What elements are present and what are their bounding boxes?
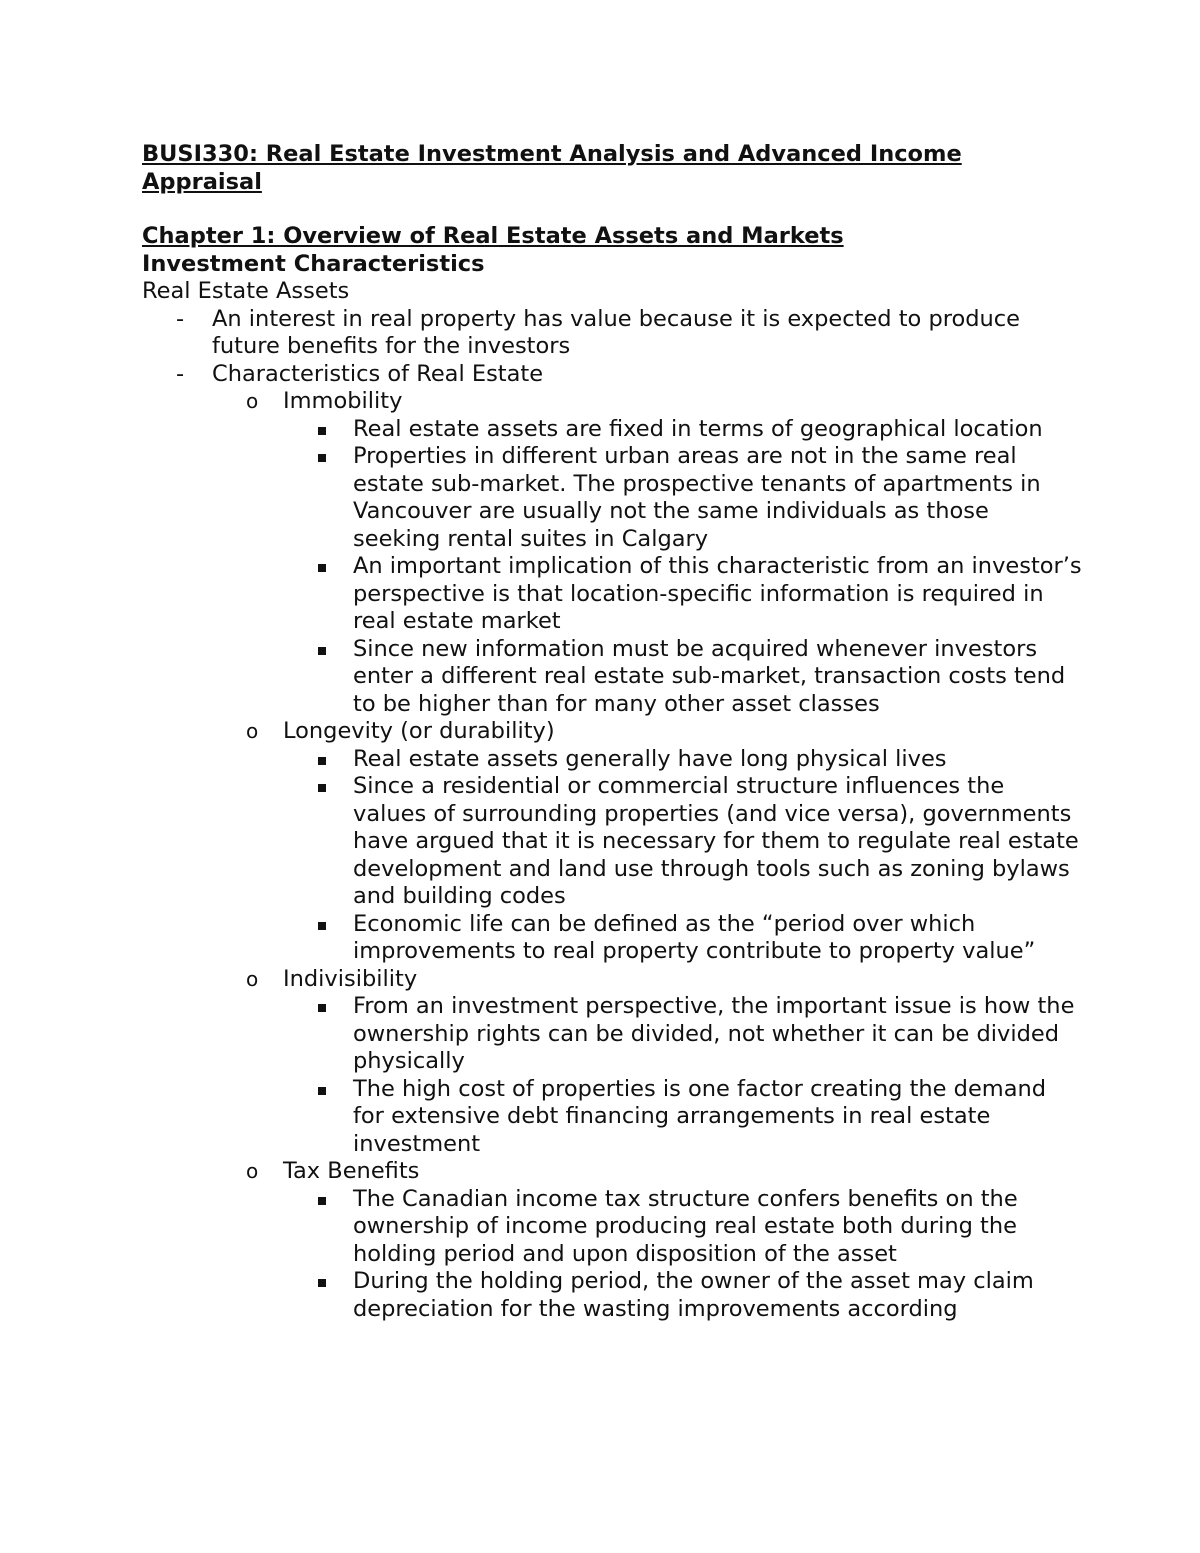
point-item (142, 553, 1082, 636)
characteristic-name: Immobility (283, 388, 403, 414)
bullet-list (142, 306, 1082, 1324)
section-title: Investment Characteristics (142, 250, 485, 277)
circle-bullet: o (246, 966, 259, 991)
points-list (142, 746, 1082, 966)
point-item (142, 993, 1082, 1076)
circle-bullet: o (246, 1159, 259, 1183)
characteristic-item (142, 388, 1082, 718)
topic-heading: Real Estate Assets (142, 278, 350, 304)
square-bullet-icon (318, 454, 326, 462)
point-item (142, 911, 1082, 966)
square-bullet-icon (318, 1087, 326, 1095)
course-title (142, 141, 1082, 196)
point-item (142, 746, 1082, 774)
point-item (142, 443, 1082, 553)
blank-line (142, 196, 1082, 223)
point-text: An important implication of this characteristic from an investor’s perspective is that location-specific information is required in real estate market (353, 553, 1082, 634)
square-bullet-icon (318, 1197, 326, 1205)
point-item (142, 416, 1082, 444)
point-text: Economic life can be defined as the “period over which improvements to real property contribute to property value” (353, 910, 1036, 964)
square-bullet-icon (318, 647, 326, 655)
characteristic-item (142, 1158, 1082, 1323)
point-text: Since a residential or commercial structure influences the values of surrounding properties (and vice versa), governments have argued that it is necessary for them to regulate real estate development and land use through tools such as zoning bylaws and building codes (353, 773, 1079, 909)
list-item (142, 361, 1082, 1324)
dash-bullet: - (176, 305, 185, 332)
point-text: Since new information must be acquired whenever investors enter a different real estate sub-market, transaction costs tend to be higher than for many other asset classes (353, 635, 1066, 717)
course-title-line-2: Appraisal (142, 168, 262, 195)
point-item (142, 773, 1082, 911)
characteristic-name: Tax Benefits (283, 1158, 420, 1184)
circle-bullet: o (246, 389, 259, 413)
square-bullet-icon (318, 922, 326, 930)
characteristics-list (142, 388, 1082, 1323)
point-text: Real estate assets are fixed in terms of geographical location (353, 415, 1043, 442)
square-bullet-icon (318, 1279, 326, 1287)
list-item (142, 306, 1082, 361)
square-bullet-icon (318, 1004, 326, 1012)
point-text: During the holding period, the owner of the asset may claim depreciation for the wasting improvements according (353, 1268, 1034, 1322)
document-body (142, 141, 1082, 1323)
list-item-text: An interest in real property has value because it is expected to produce future benefits for the investors (212, 305, 1021, 359)
points-list (142, 416, 1082, 719)
characteristic-name: Longevity (or durability) (283, 718, 555, 744)
list-item-text: Characteristics of Real Estate (212, 360, 544, 387)
chapter-title: Chapter 1: Overview of Real Estate Assets and Markets (142, 223, 844, 249)
point-item (142, 1186, 1082, 1269)
square-bullet-icon (318, 784, 326, 792)
point-item (142, 636, 1082, 719)
point-text: Real estate assets generally have long physical lives (353, 745, 947, 772)
point-text: The Canadian income tax structure confers benefits on the ownership of income producing real estate both during the holding period and upon disposition of the asset (353, 1185, 1018, 1267)
characteristic-name: Indivisibility (283, 965, 418, 992)
course-title-line-1: BUSI330: Real Estate Investment Analysis and Advanced Income (142, 141, 962, 167)
point-item (142, 1268, 1082, 1323)
point-text: From an investment perspective, the important issue is how the ownership rights can be divided, not whether it can be divided physically (353, 993, 1075, 1074)
points-list (142, 993, 1082, 1158)
square-bullet-icon (318, 427, 326, 435)
dash-bullet: - (176, 360, 185, 387)
point-text: Properties in different urban areas are not in the same real estate sub-market. The prospective tenants of apartments in Vancouver are usually not the same individuals as those seeking rental suites in Calgary (353, 443, 1041, 552)
circle-bullet: o (246, 719, 259, 743)
square-bullet-icon (318, 757, 326, 765)
characteristic-item (142, 718, 1082, 966)
square-bullet-icon (318, 564, 326, 572)
point-text: The high cost of properties is one factor creating the demand for extensive debt financing arrangements in real estate investment (353, 1075, 1047, 1157)
points-list (142, 1186, 1082, 1324)
characteristic-item (142, 966, 1082, 1159)
point-item (142, 1076, 1082, 1159)
